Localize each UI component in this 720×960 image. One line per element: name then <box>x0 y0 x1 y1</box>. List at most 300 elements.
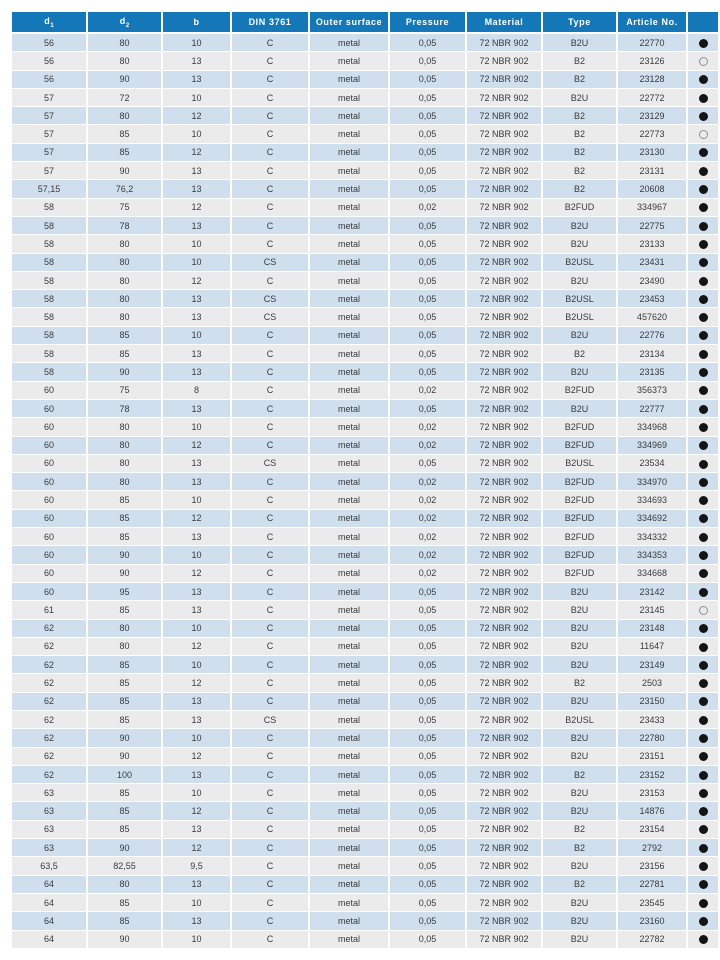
cell-pressure: 0,05 <box>389 271 466 289</box>
cell-outer_surface: metal <box>309 33 389 52</box>
cell-din: CS <box>231 710 309 728</box>
cell-d1: 56 <box>12 33 87 52</box>
cell-type: B2U <box>542 747 617 765</box>
cell-d2: 85 <box>87 692 162 710</box>
column-header-subscript: 2 <box>125 22 130 29</box>
cell-b: 13 <box>162 765 231 783</box>
cell-d2: 80 <box>87 418 162 436</box>
cell-availability <box>687 143 718 161</box>
cell-b: 13 <box>162 290 231 308</box>
cell-d2: 90 <box>87 70 162 88</box>
cell-article_no: 22782 <box>617 930 687 948</box>
cell-d1: 58 <box>12 290 87 308</box>
cell-material: 72 NBR 902 <box>466 308 542 326</box>
cell-outer_surface: metal <box>309 345 389 363</box>
cell-availability <box>687 820 718 838</box>
cell-d1: 58 <box>12 363 87 381</box>
cell-d1: 62 <box>12 692 87 710</box>
cell-availability <box>687 875 718 893</box>
cell-d2: 90 <box>87 546 162 564</box>
cell-b: 12 <box>162 198 231 216</box>
cell-type: B2U <box>542 582 617 600</box>
cell-b: 12 <box>162 802 231 820</box>
cell-din: C <box>231 528 309 546</box>
cell-d2: 85 <box>87 326 162 344</box>
cell-pressure: 0,05 <box>389 893 466 911</box>
cell-material: 72 NBR 902 <box>466 601 542 619</box>
cell-din: C <box>231 729 309 747</box>
cell-d2: 90 <box>87 363 162 381</box>
cell-outer_surface: metal <box>309 839 389 857</box>
table-row <box>12 235 718 253</box>
column-header-label: b <box>193 17 200 27</box>
cell-pressure: 0,02 <box>389 491 466 509</box>
table-row <box>12 893 718 911</box>
cell-article_no: 22770 <box>617 33 687 52</box>
table-row <box>12 528 718 546</box>
cell-b: 10 <box>162 930 231 948</box>
cell-b: 13 <box>162 582 231 600</box>
cell-outer_surface: metal <box>309 601 389 619</box>
cell-material: 72 NBR 902 <box>466 619 542 637</box>
availability-dot-filled <box>699 734 708 743</box>
cell-pressure: 0,05 <box>389 692 466 710</box>
cell-din: C <box>231 436 309 454</box>
availability-dot-filled <box>699 588 708 597</box>
cell-d2: 80 <box>87 619 162 637</box>
cell-din: C <box>231 107 309 125</box>
availability-dot-filled <box>699 185 708 194</box>
cell-d2: 85 <box>87 893 162 911</box>
cell-pressure: 0,05 <box>389 162 466 180</box>
cell-din: C <box>231 33 309 52</box>
cell-article_no: 23148 <box>617 619 687 637</box>
table-row <box>12 216 718 234</box>
cell-article_no: 23133 <box>617 235 687 253</box>
cell-b: 13 <box>162 710 231 728</box>
availability-dot-filled <box>699 789 708 798</box>
cell-pressure: 0,02 <box>389 509 466 527</box>
column-header-label: Outer surface <box>315 17 383 27</box>
availability-dot-filled <box>699 112 708 121</box>
cell-pressure: 0,05 <box>389 912 466 930</box>
cell-article_no: 23545 <box>617 893 687 911</box>
availability-dot-filled <box>699 277 708 286</box>
column-header-subscript: 1 <box>50 22 54 29</box>
cell-outer_surface: metal <box>309 546 389 564</box>
availability-dot-filled <box>699 771 708 780</box>
cell-din: C <box>231 802 309 820</box>
column-header-availability <box>687 12 718 33</box>
table-row <box>12 180 718 198</box>
cell-b: 10 <box>162 33 231 52</box>
cell-type: B2U <box>542 216 617 234</box>
cell-type: B2FUD <box>542 491 617 509</box>
cell-article_no: 23433 <box>617 710 687 728</box>
availability-dot-filled <box>699 825 708 834</box>
table-row <box>12 857 718 875</box>
cell-availability <box>687 235 718 253</box>
cell-din: CS <box>231 454 309 472</box>
cell-pressure: 0,05 <box>389 930 466 948</box>
cell-material: 72 NBR 902 <box>466 546 542 564</box>
table-row <box>12 912 718 930</box>
cell-d1: 60 <box>12 454 87 472</box>
cell-outer_surface: metal <box>309 473 389 491</box>
table-row <box>12 363 718 381</box>
cell-material: 72 NBR 902 <box>466 747 542 765</box>
cell-pressure: 0,05 <box>389 363 466 381</box>
cell-din: C <box>231 674 309 692</box>
cell-din: C <box>231 418 309 436</box>
cell-din: C <box>231 143 309 161</box>
cell-outer_surface: metal <box>309 454 389 472</box>
cell-article_no: 23151 <box>617 747 687 765</box>
cell-availability <box>687 912 718 930</box>
cell-material: 72 NBR 902 <box>466 839 542 857</box>
cell-outer_surface: metal <box>309 674 389 692</box>
table-row <box>12 290 718 308</box>
cell-din: C <box>231 509 309 527</box>
cell-b: 10 <box>162 784 231 802</box>
column-header-type <box>542 12 617 33</box>
cell-type: B2U <box>542 802 617 820</box>
cell-d1: 57 <box>12 143 87 161</box>
cell-material: 72 NBR 902 <box>466 454 542 472</box>
cell-article_no: 22776 <box>617 326 687 344</box>
cell-din: C <box>231 930 309 948</box>
cell-type: B2 <box>542 162 617 180</box>
cell-b: 10 <box>162 893 231 911</box>
cell-din: C <box>231 381 309 399</box>
availability-dot-filled <box>699 551 708 560</box>
cell-d1: 60 <box>12 473 87 491</box>
cell-availability <box>687 802 718 820</box>
cell-d2: 80 <box>87 473 162 491</box>
cell-d1: 64 <box>12 912 87 930</box>
column-header-label: Article No. <box>626 17 678 27</box>
cell-outer_surface: metal <box>309 528 389 546</box>
cell-d2: 80 <box>87 235 162 253</box>
cell-pressure: 0,05 <box>389 582 466 600</box>
table-header <box>12 12 718 33</box>
column-header-material <box>466 12 542 33</box>
cell-material: 72 NBR 902 <box>466 290 542 308</box>
cell-type: B2FUD <box>542 546 617 564</box>
cell-article_no: 23150 <box>617 692 687 710</box>
cell-article_no: 23131 <box>617 162 687 180</box>
table-header-row <box>12 12 718 33</box>
availability-dot-filled <box>699 39 708 48</box>
cell-outer_surface: metal <box>309 765 389 783</box>
cell-d2: 80 <box>87 107 162 125</box>
cell-d2: 85 <box>87 143 162 161</box>
cell-b: 12 <box>162 436 231 454</box>
cell-availability <box>687 692 718 710</box>
cell-din: CS <box>231 253 309 271</box>
cell-d1: 62 <box>12 656 87 674</box>
availability-dot-filled <box>699 569 708 578</box>
cell-outer_surface: metal <box>309 271 389 289</box>
cell-pressure: 0,05 <box>389 637 466 655</box>
cell-outer_surface: metal <box>309 582 389 600</box>
table-row <box>12 784 718 802</box>
cell-article_no: 23431 <box>617 253 687 271</box>
cell-pressure: 0,05 <box>389 253 466 271</box>
cell-availability <box>687 198 718 216</box>
cell-material: 72 NBR 902 <box>466 70 542 88</box>
cell-d2: 80 <box>87 875 162 893</box>
column-header-label: d <box>44 15 51 26</box>
cell-b: 10 <box>162 253 231 271</box>
cell-outer_surface: metal <box>309 418 389 436</box>
cell-d2: 85 <box>87 656 162 674</box>
cell-material: 72 NBR 902 <box>466 33 542 52</box>
cell-d2: 78 <box>87 216 162 234</box>
cell-outer_surface: metal <box>309 143 389 161</box>
cell-availability <box>687 528 718 546</box>
table-row <box>12 875 718 893</box>
cell-d2: 80 <box>87 33 162 52</box>
cell-din: C <box>231 692 309 710</box>
cell-d2: 85 <box>87 509 162 527</box>
cell-outer_surface: metal <box>309 747 389 765</box>
cell-material: 72 NBR 902 <box>466 363 542 381</box>
cell-pressure: 0,05 <box>389 70 466 88</box>
cell-article_no: 334332 <box>617 528 687 546</box>
cell-outer_surface: metal <box>309 399 389 417</box>
cell-availability <box>687 564 718 582</box>
cell-outer_surface: metal <box>309 729 389 747</box>
availability-dot-filled <box>699 222 708 231</box>
cell-outer_surface: metal <box>309 893 389 911</box>
cell-material: 72 NBR 902 <box>466 473 542 491</box>
cell-type: B2USL <box>542 253 617 271</box>
cell-article_no: 334969 <box>617 436 687 454</box>
cell-pressure: 0,05 <box>389 839 466 857</box>
cell-din: C <box>231 601 309 619</box>
cell-d1: 63 <box>12 802 87 820</box>
cell-d2: 85 <box>87 491 162 509</box>
cell-din: C <box>231 619 309 637</box>
table-row <box>12 601 718 619</box>
cell-pressure: 0,05 <box>389 601 466 619</box>
cell-pressure: 0,05 <box>389 290 466 308</box>
availability-dot-filled <box>699 441 708 450</box>
cell-type: B2U <box>542 363 617 381</box>
cell-d2: 90 <box>87 930 162 948</box>
cell-material: 72 NBR 902 <box>466 710 542 728</box>
availability-dot-filled <box>699 148 708 157</box>
cell-din: C <box>231 180 309 198</box>
table-row <box>12 454 718 472</box>
cell-type: B2USL <box>542 710 617 728</box>
cell-availability <box>687 125 718 143</box>
cell-article_no: 23135 <box>617 363 687 381</box>
cell-d2: 85 <box>87 345 162 363</box>
column-header-d2 <box>87 12 162 33</box>
cell-type: B2FUD <box>542 418 617 436</box>
cell-pressure: 0,02 <box>389 381 466 399</box>
cell-b: 13 <box>162 912 231 930</box>
cell-pressure: 0,02 <box>389 546 466 564</box>
table-row <box>12 88 718 106</box>
cell-material: 72 NBR 902 <box>466 253 542 271</box>
cell-outer_surface: metal <box>309 656 389 674</box>
cell-b: 13 <box>162 216 231 234</box>
cell-pressure: 0,05 <box>389 399 466 417</box>
cell-type: B2U <box>542 88 617 106</box>
cell-b: 12 <box>162 143 231 161</box>
cell-material: 72 NBR 902 <box>466 216 542 234</box>
cell-availability <box>687 52 718 70</box>
cell-article_no: 457620 <box>617 308 687 326</box>
cell-d2: 90 <box>87 564 162 582</box>
cell-pressure: 0,05 <box>389 802 466 820</box>
availability-dot-filled <box>699 460 708 469</box>
cell-din: C <box>231 198 309 216</box>
cell-din: C <box>231 582 309 600</box>
cell-b: 13 <box>162 363 231 381</box>
cell-type: B2 <box>542 180 617 198</box>
cell-d2: 90 <box>87 839 162 857</box>
cell-pressure: 0,05 <box>389 875 466 893</box>
cell-outer_surface: metal <box>309 875 389 893</box>
cell-din: C <box>231 88 309 106</box>
cell-article_no: 23490 <box>617 271 687 289</box>
availability-dot-filled <box>699 917 708 926</box>
cell-outer_surface: metal <box>309 912 389 930</box>
cell-b: 12 <box>162 637 231 655</box>
cell-material: 72 NBR 902 <box>466 930 542 948</box>
cell-outer_surface: metal <box>309 784 389 802</box>
cell-article_no: 334668 <box>617 564 687 582</box>
cell-b: 8 <box>162 381 231 399</box>
cell-availability <box>687 893 718 911</box>
availability-dot-filled <box>699 368 708 377</box>
cell-material: 72 NBR 902 <box>466 107 542 125</box>
cell-outer_surface: metal <box>309 436 389 454</box>
availability-dot-filled <box>699 331 708 340</box>
cell-b: 13 <box>162 52 231 70</box>
table-row <box>12 491 718 509</box>
table-row <box>12 125 718 143</box>
cell-b: 13 <box>162 162 231 180</box>
cell-outer_surface: metal <box>309 381 389 399</box>
cell-din: C <box>231 363 309 381</box>
cell-d1: 57,15 <box>12 180 87 198</box>
cell-b: 13 <box>162 308 231 326</box>
cell-pressure: 0,02 <box>389 436 466 454</box>
table-row <box>12 436 718 454</box>
cell-article_no: 23128 <box>617 70 687 88</box>
cell-material: 72 NBR 902 <box>466 143 542 161</box>
cell-availability <box>687 601 718 619</box>
cell-type: B2 <box>542 820 617 838</box>
cell-d1: 57 <box>12 88 87 106</box>
table-row <box>12 546 718 564</box>
cell-din: C <box>231 216 309 234</box>
cell-din: CS <box>231 308 309 326</box>
cell-type: B2 <box>542 875 617 893</box>
availability-dot-filled <box>699 167 708 176</box>
cell-article_no: 334692 <box>617 509 687 527</box>
cell-d1: 60 <box>12 491 87 509</box>
cell-availability <box>687 363 718 381</box>
cell-din: C <box>231 912 309 930</box>
column-header-din <box>231 12 309 33</box>
cell-article_no: 22781 <box>617 875 687 893</box>
cell-availability <box>687 747 718 765</box>
cell-article_no: 334970 <box>617 473 687 491</box>
table-row <box>12 345 718 363</box>
cell-b: 12 <box>162 839 231 857</box>
cell-article_no: 23152 <box>617 765 687 783</box>
cell-b: 13 <box>162 875 231 893</box>
cell-d2: 85 <box>87 784 162 802</box>
cell-pressure: 0,05 <box>389 216 466 234</box>
cell-outer_surface: metal <box>309 52 389 70</box>
cell-pressure: 0,05 <box>389 820 466 838</box>
cell-b: 12 <box>162 747 231 765</box>
cell-type: B2 <box>542 52 617 70</box>
cell-pressure: 0,05 <box>389 143 466 161</box>
cell-b: 10 <box>162 491 231 509</box>
cell-material: 72 NBR 902 <box>466 875 542 893</box>
cell-availability <box>687 473 718 491</box>
cell-pressure: 0,05 <box>389 729 466 747</box>
cell-article_no: 23145 <box>617 601 687 619</box>
cell-outer_surface: metal <box>309 363 389 381</box>
cell-d2: 85 <box>87 820 162 838</box>
cell-availability <box>687 162 718 180</box>
cell-article_no: 23142 <box>617 582 687 600</box>
cell-din: C <box>231 546 309 564</box>
availability-dot-filled <box>699 862 708 871</box>
cell-din: C <box>231 52 309 70</box>
cell-din: C <box>231 784 309 802</box>
cell-availability <box>687 418 718 436</box>
cell-type: B2U <box>542 930 617 948</box>
availability-dot-filled <box>699 295 708 304</box>
cell-pressure: 0,05 <box>389 235 466 253</box>
column-header-label: d <box>119 15 126 26</box>
cell-din: C <box>231 345 309 363</box>
cell-availability <box>687 582 718 600</box>
cell-d1: 64 <box>12 930 87 948</box>
cell-d1: 60 <box>12 418 87 436</box>
cell-outer_surface: metal <box>309 692 389 710</box>
cell-availability <box>687 326 718 344</box>
cell-material: 72 NBR 902 <box>466 564 542 582</box>
cell-d2: 90 <box>87 162 162 180</box>
cell-d2: 80 <box>87 637 162 655</box>
cell-outer_surface: metal <box>309 930 389 948</box>
table-row <box>12 729 718 747</box>
cell-din: C <box>231 125 309 143</box>
cell-din: C <box>231 857 309 875</box>
cell-availability <box>687 656 718 674</box>
availability-dot-filled <box>699 752 708 761</box>
cell-material: 72 NBR 902 <box>466 381 542 399</box>
cell-d1: 62 <box>12 710 87 728</box>
cell-availability <box>687 399 718 417</box>
cell-d1: 60 <box>12 528 87 546</box>
cell-material: 72 NBR 902 <box>466 893 542 911</box>
cell-availability <box>687 345 718 363</box>
cell-b: 13 <box>162 180 231 198</box>
table-row <box>12 271 718 289</box>
